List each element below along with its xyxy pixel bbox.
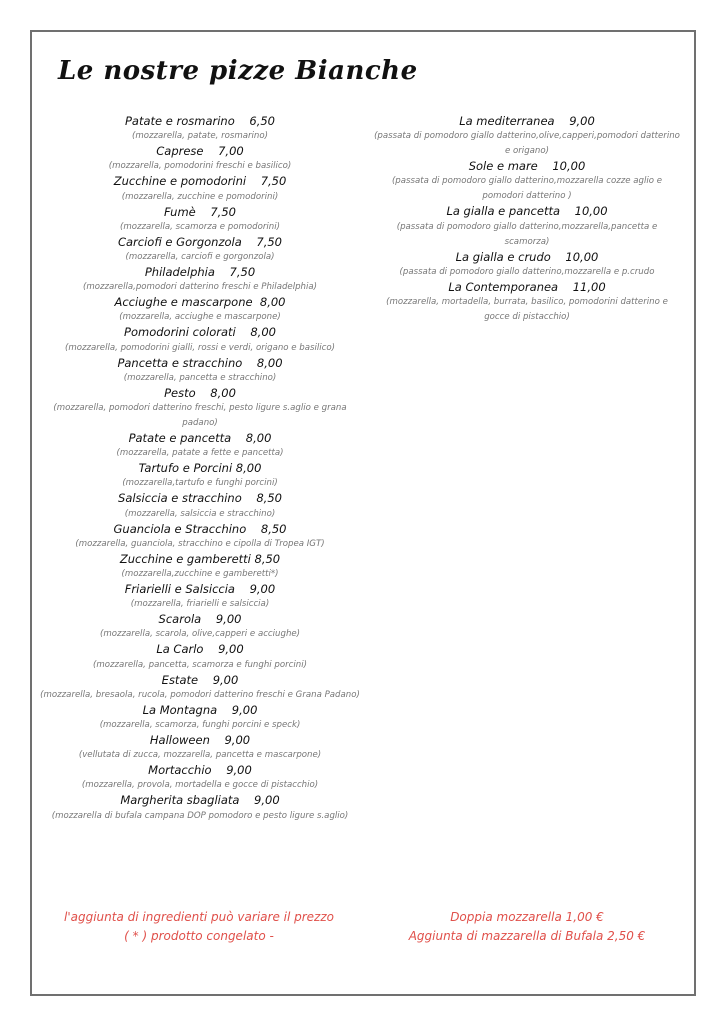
pizza-name-price: Fumè 7,50: [164, 204, 236, 219]
pizza-ingredients: (passata di pomodoro giallo datterino,mozzarella e p.crudo: [399, 266, 655, 277]
pizza-ingredients: (mozzarella, pomodorini freschi e basilico): [108, 161, 292, 172]
pizza-name-price: Tartufo e Porcini 8,00: [138, 461, 262, 476]
pizza-ingredients: (mozzarella di bufala campana DOP pomodoro e pesto ligure s.aglio): [51, 810, 349, 821]
menu-item: [374, 250, 680, 280]
menu-item: [374, 159, 680, 204]
footer-notes-left: [40, 908, 358, 946]
pizza-name-price: Estate 9,00: [161, 672, 239, 687]
pizza-name-price: Guanciola e Stracchino 8,50: [113, 521, 287, 536]
pizza-name-price: Patate e pancetta 8,00: [128, 431, 272, 446]
menu-item: [40, 205, 360, 235]
menu-item: [40, 522, 360, 552]
footer-extras-right: [374, 908, 680, 946]
pizza-ingredients: (mozzarella, acciughe e mascarpone): [119, 312, 281, 323]
menu-item: [374, 204, 680, 249]
pizza-ingredients: (mozzarella, zucchine e pomodorini): [121, 191, 279, 202]
pizza-ingredients: (passata di pomodoro giallo datterino,mozzarella cozze aglio e pomodori datterino ): [391, 176, 663, 202]
pizza-name-price: Zucchine e pomodorini 7,50: [113, 174, 287, 189]
pizza-ingredients: (mozzarella, patate, rosmarino): [132, 131, 268, 142]
pizza-ingredients: (mozzarella, pancetta e stracchino): [123, 372, 277, 383]
pizza-ingredients: (mozzarella, pancetta, scamorza e funghi porcini): [93, 659, 307, 670]
pizza-name-price: Philadelphia 7,50: [144, 265, 256, 280]
menu-item: [40, 612, 360, 642]
pizza-name-price: Sole e mare 10,00: [468, 159, 586, 174]
pizza-name-price: Pomodorini colorati 8,00: [124, 325, 276, 340]
menu-item: [40, 552, 360, 582]
menu-item: [40, 356, 360, 386]
pizza-ingredients: (mozzarella, bresaola, rucola, pomodori datterino freschi e Grana Padano): [40, 689, 360, 700]
footer-note: ( * ) prodotto congelato -: [124, 929, 274, 943]
pizza-ingredients: (vellutata di zucca, mozzarella, pancetta e mascarpone): [78, 750, 322, 761]
pizza-name-price: La gialla e crudo 10,00: [455, 249, 599, 264]
menu-item: [40, 265, 360, 295]
menu-item: [40, 295, 360, 325]
menu-item: [40, 174, 360, 204]
pizza-ingredients: (passata di pomodoro giallo datterino,mozzarella,pancetta e scamorza): [396, 221, 658, 247]
pizza-ingredients: (mozzarella,pomodori datterino freschi e Philadelphia): [82, 282, 318, 293]
pizza-name-price: La Contemporanea 11,00: [448, 279, 606, 294]
pizza-name-price: La Carlo 9,00: [156, 642, 244, 657]
footer-note: l'aggiunta di ingredienti può variare il prezzo: [63, 910, 334, 924]
menu-item: [374, 280, 680, 325]
footer-extra: Doppia mozzarella 1,00 €: [450, 910, 604, 924]
pizza-ingredients: (mozzarella,tartufo e funghi porcini): [122, 478, 278, 489]
pizza-ingredients: (mozzarella, pomodori datterino freschi, pesto ligure s.aglio e grana padano): [53, 403, 347, 429]
pizza-ingredients: (mozzarella, guanciola, stracchino e cipolla di Tropea IGT): [75, 538, 325, 549]
pizza-ingredients: (mozzarella, scarola, olive,capperi e acciughe): [99, 629, 301, 640]
pizza-name-price: Caprese 7,00: [156, 144, 244, 159]
pizza-name-price: Pesto 8,00: [164, 385, 236, 400]
pizza-name-price: Salsiccia e stracchino 8,50: [118, 491, 282, 506]
pizza-name-price: La gialla e pancetta 10,00: [446, 204, 608, 219]
pizza-name-price: Scarola 9,00: [158, 612, 242, 627]
menu-item: [40, 763, 360, 793]
pizza-name-price: La mediterranea 9,00: [459, 114, 595, 128]
pizza-name-price: Pancetta e stracchino 8,00: [117, 355, 283, 370]
menu-item: [40, 114, 360, 144]
pizza-ingredients: (mozzarella, pomodorini gialli, rossi e verdi, origano e basilico): [64, 342, 336, 353]
pizza-name-price: Patate e rosmarino 6,50: [125, 114, 275, 128]
pizza-ingredients: (mozzarella, friarielli e salsiccia): [130, 599, 270, 610]
menu-title: Le nostre pizze Bianche: [58, 56, 418, 86]
menu-item: [40, 431, 360, 461]
pizza-name-price: Mortacchio 9,00: [148, 763, 252, 778]
menu-item: [40, 144, 360, 174]
menu-item: [374, 114, 680, 159]
pizza-ingredients: (passata di pomodoro giallo datterino,olive,capperi,pomodori datterino e origano): [374, 131, 680, 157]
menu-item: [40, 386, 360, 431]
pizza-name-price: Halloween 9,00: [149, 733, 251, 748]
menu-item: [40, 673, 360, 703]
pizza-ingredients: (mozzarella, provola, mortadella e gocce di pistacchio): [81, 780, 319, 791]
left-menu-column: [40, 114, 360, 824]
pizza-name-price: Acciughe e mascarpone 8,00: [114, 295, 286, 310]
pizza-ingredients: (mozzarella, carciofi e gorgonzola): [125, 252, 275, 263]
pizza-name-price: La Montagna 9,00: [142, 702, 258, 717]
footer-extra: Aggiunta di mazzarella di Bufala 2,50 €: [408, 929, 646, 943]
menu-item: [40, 491, 360, 521]
pizza-ingredients: (mozzarella, scamorza e pomodorini): [120, 221, 280, 232]
pizza-name-price: Zucchine e gamberetti 8,50: [119, 551, 281, 566]
menu-item: [40, 793, 360, 823]
menu-item: [40, 733, 360, 763]
menu-item: [40, 582, 360, 612]
pizza-ingredients: (mozzarella, patate a fette e pancetta): [116, 448, 284, 459]
right-menu-column: [374, 114, 680, 325]
pizza-ingredients: (mozzarella,zucchine e gamberetti*): [121, 569, 279, 580]
pizza-ingredients: (mozzarella, scamorza, funghi porcini e speck): [99, 720, 301, 731]
menu-item: [40, 642, 360, 672]
menu-item: [40, 703, 360, 733]
pizza-name-price: Friarielli e Salsiccia 9,00: [124, 582, 276, 597]
pizza-name-price: Carciofi e Gorgonzola 7,50: [117, 234, 282, 249]
pizza-ingredients: (mozzarella, mortadella, burrata, basilico, pomodorini datterino e gocce di pistacchio): [386, 297, 668, 323]
pizza-name-price: Margherita sbagliata 9,00: [120, 793, 280, 808]
pizza-ingredients: (mozzarella, salsiccia e stracchino): [124, 508, 276, 519]
menu-item: [40, 461, 360, 491]
menu-item: [40, 235, 360, 265]
menu-item: [40, 325, 360, 355]
